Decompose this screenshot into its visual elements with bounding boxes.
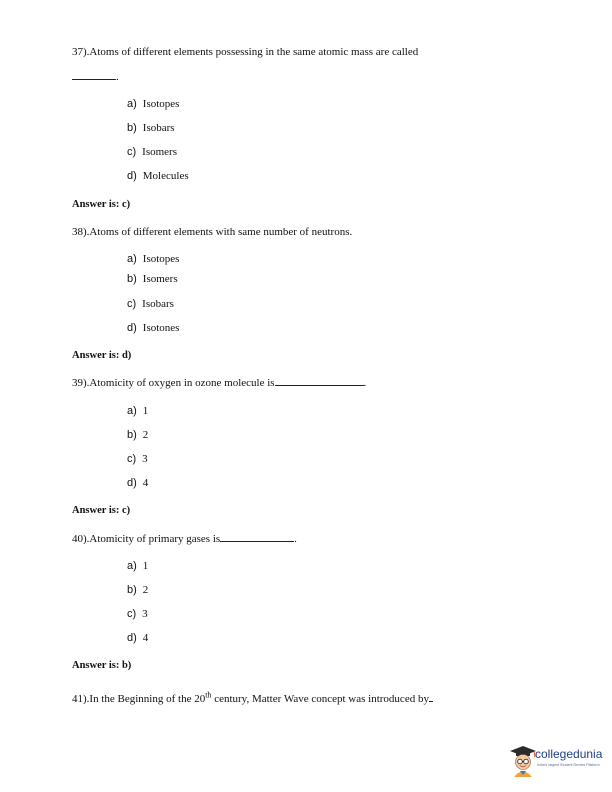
option-38-c: c) Isobars bbox=[127, 298, 174, 310]
option-37-d: d) Molecules bbox=[127, 170, 189, 182]
answer-blank-line bbox=[72, 78, 116, 80]
option-38-d: d) Isotones bbox=[127, 322, 180, 334]
question-41 bbox=[72, 690, 433, 705]
question-40 bbox=[72, 533, 297, 545]
answer-blank-line bbox=[220, 540, 294, 542]
graduate-mascot-icon bbox=[508, 744, 538, 778]
logo-brand-text: collegedunia bbox=[535, 747, 603, 761]
answer-blank-line bbox=[275, 384, 364, 386]
question-40-period: . bbox=[294, 533, 297, 545]
question-37-blank bbox=[72, 71, 119, 83]
option-38-b: b) Isomers bbox=[127, 273, 178, 285]
option-40-b: b) 2 bbox=[127, 584, 149, 596]
question-38-text: 38).Atoms of different elements with same number of neutrons. bbox=[72, 226, 353, 238]
question-39 bbox=[72, 377, 366, 389]
logo-tagline: India's largest Student Review Platform bbox=[537, 763, 600, 767]
answer-blank-line bbox=[429, 700, 433, 702]
option-40-d: d) 4 bbox=[127, 632, 149, 644]
option-37-a: a) Isotopes bbox=[127, 98, 180, 110]
question-37 bbox=[72, 46, 418, 58]
question-41-rest: century, Matter Wave concept was introduced by bbox=[211, 693, 429, 705]
option-39-c: c) 3 bbox=[127, 453, 148, 465]
answer-37: Answer is: c) bbox=[72, 199, 131, 210]
superscript-th: th bbox=[205, 690, 212, 700]
question-40-text: 40).Atomicity of primary gases is bbox=[72, 533, 221, 545]
option-39-a: a) 1 bbox=[127, 405, 149, 417]
question-38 bbox=[72, 226, 352, 238]
question-41-text: 41).In the Beginning of the 20 bbox=[72, 693, 206, 705]
question-37-text: 37).Atoms of different elements possessing in the same atomic mass are called bbox=[72, 46, 419, 58]
option-37-b: b) Isobars bbox=[127, 122, 175, 134]
option-39-b: b) 2 bbox=[127, 429, 149, 441]
collegedunia-logo[interactable] bbox=[508, 744, 604, 778]
option-39-d: d) 4 bbox=[127, 477, 149, 489]
answer-39: Answer is: c) bbox=[72, 505, 131, 516]
question-39-period: . bbox=[363, 377, 367, 389]
option-40-a: a) 1 bbox=[127, 560, 149, 572]
question-39-text: 39).Atomicity of oxygen in ozone molecule is bbox=[72, 377, 275, 389]
option-38-a: a) Isotopes bbox=[127, 253, 180, 265]
option-37-c: c) Isomers bbox=[127, 146, 177, 158]
option-40-c: c) 3 bbox=[127, 608, 148, 620]
answer-40: Answer is: b) bbox=[72, 660, 132, 671]
answer-38: Answer is: d) bbox=[72, 350, 132, 361]
question-37-period: . bbox=[116, 71, 119, 83]
